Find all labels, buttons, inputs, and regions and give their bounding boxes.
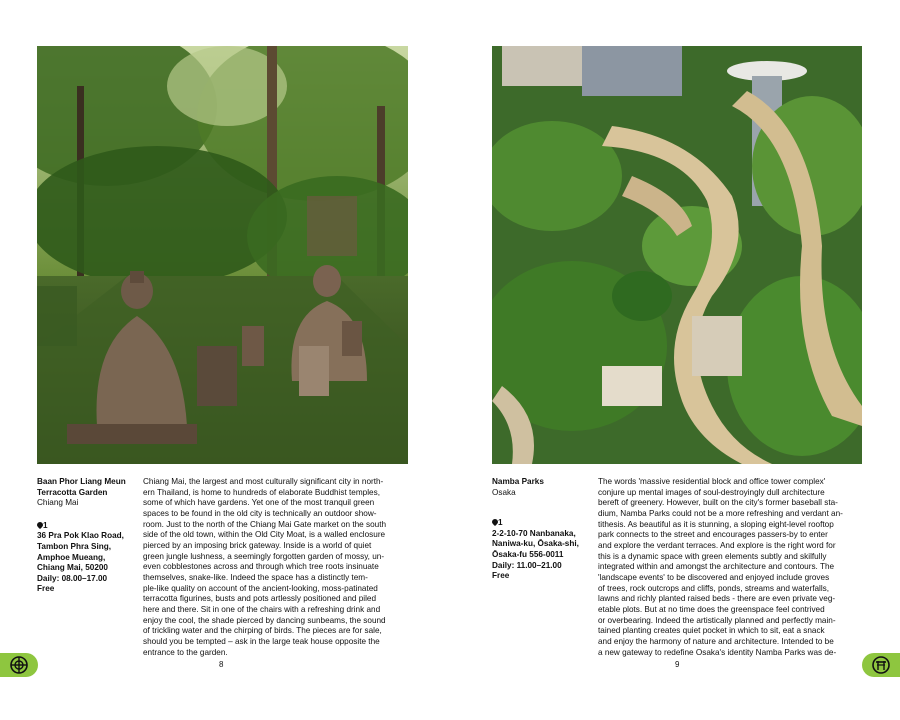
address-line: 36 Pra Pok Klao Road,	[37, 531, 124, 541]
body-line: of trickling water and the chirping of birds. The pieces are for sale,	[143, 626, 382, 636]
body-line: should you be tempted – ask in the large teak house opposite the	[143, 636, 380, 646]
body-line: even cobblestones across and through which tree roots insinuate	[143, 562, 379, 572]
body-line: park connects to the street and encourages passers-by to enter	[598, 530, 828, 540]
body-line: some of which have gardens. Yet one of the most tranquil green	[143, 498, 375, 508]
body-line: conjure up mental images of soul-destroyingly dull architecture	[598, 487, 825, 497]
address-line: Chiang Mai, 50200	[37, 563, 108, 573]
map-pin-marker	[37, 521, 137, 532]
body-line: Chiang Mai, the largest and most culturally significant city in north-	[143, 477, 384, 486]
venue-name: Namba Parks	[492, 477, 544, 486]
address-line: Tambon Phra Sing,	[37, 541, 111, 551]
body-line: bereft of greenery. However, built on the city's former baseball sta-	[598, 498, 838, 508]
body-line: ern Thailand, is home to hundreds of elaborate Buddhist temples,	[143, 487, 380, 497]
body-line: side of the old town, within the Old City Moat, is a walled enclosure	[143, 530, 386, 540]
body-line: green jungle lushness, a seemingly forgotten garden of mossy, un-	[143, 551, 385, 561]
body-line: 'landscape events' to be discovered and enjoyed include groves	[598, 572, 830, 582]
venue-city: Chiang Mai	[37, 498, 79, 508]
admission-price: Free	[37, 584, 55, 594]
page-number-left: 8	[219, 660, 224, 669]
body-line: dium, Namba Parks could not be a more refreshing and verdant an-	[598, 508, 843, 518]
body-line: this is a dynamic space with green elements subtly and skilfully	[598, 551, 827, 561]
address-line: Ōsaka-fu 556-0011	[492, 549, 564, 559]
pin-number: 1	[43, 520, 48, 530]
article-body-left	[143, 477, 411, 658]
address-line: Naniwa-ku, Ōsaka-shi,	[492, 539, 579, 549]
body-line: integrated within and amongst the architecture and contours. The	[598, 562, 835, 572]
admission-price: Free	[492, 571, 510, 581]
venue-info-right	[492, 477, 592, 582]
body-line: themselves, snake-like. Indeed the space has a distinctly tem-	[143, 572, 368, 582]
section-tab-right	[862, 653, 900, 677]
body-line: and explore the verdant terraces. And explore is the right word for	[598, 540, 836, 550]
opening-hours: Daily: 08.00–17.00	[37, 573, 108, 583]
compass-rose-icon	[10, 656, 28, 674]
body-line: The words 'massive residential block and office tower complex'	[598, 477, 826, 486]
body-line: terracotta figurines, busts and pots artlessly positioned and piled	[143, 594, 377, 604]
body-line: entrance to the garden.	[143, 647, 228, 657]
venue-name-continued: Terracotta Garden	[37, 487, 108, 497]
map-pin-marker	[492, 518, 592, 529]
body-line: a new gateway to redefine Osaka's identity Namba Parks was de-	[598, 647, 837, 657]
body-line: pierced by an imposing brick gateway. Inside is a world of quiet	[143, 540, 372, 550]
body-line: tained planting creates quiet pocket in which to sit, eat a snack	[598, 626, 825, 636]
body-line: etable plots. But at no time does the greenspace feel contrived	[598, 604, 825, 614]
body-line: ple-like quality on account of the ancient-looking, moss-patinated	[143, 583, 378, 593]
body-line: and enjoy the harmony of nature and architecture. Intended to be	[598, 636, 834, 646]
garden-photo	[37, 46, 408, 464]
body-line: enjoy the cool, the shade pierced by dancing sunbeams, the sound	[143, 615, 386, 625]
body-line: or overbearing. Indeed the artistically planned and perfectly main-	[598, 615, 836, 625]
venue-name: Baan Phor Liang Meun	[37, 477, 126, 486]
body-line: spaces to be found in the old city is technically an outdoor show-	[143, 508, 377, 518]
venue-city: Osaka	[492, 487, 516, 497]
section-tab-left	[0, 653, 38, 677]
body-line: of trees, rock outcrops and cliffs, ponds, streams and waterfalls,	[598, 583, 830, 593]
address-line: Amphoe Mueang,	[37, 552, 106, 562]
page-number-right: 9	[675, 660, 680, 669]
opening-hours: Daily: 11.00–21.00	[492, 560, 562, 570]
address-line: 2-2-10-70 Nanbanaka,	[492, 528, 576, 538]
body-line: room. Just to the north of the Chiang Mai Gate market on the south	[143, 519, 387, 529]
venue-info-left	[37, 477, 137, 595]
pin-number: 1	[498, 518, 503, 528]
body-line: here and there. Sit in one of the chairs with a refreshing drink and	[143, 604, 381, 614]
torii-gate-icon	[872, 656, 890, 674]
article-body-right	[598, 477, 868, 658]
body-line: tithesis. As beautiful as it is stunning, a sloping eight-level rooftop	[598, 519, 834, 529]
body-line: lawns and richly planted raised beds - there are even private veg-	[598, 594, 836, 604]
rooftop-park-photo	[492, 46, 862, 464]
